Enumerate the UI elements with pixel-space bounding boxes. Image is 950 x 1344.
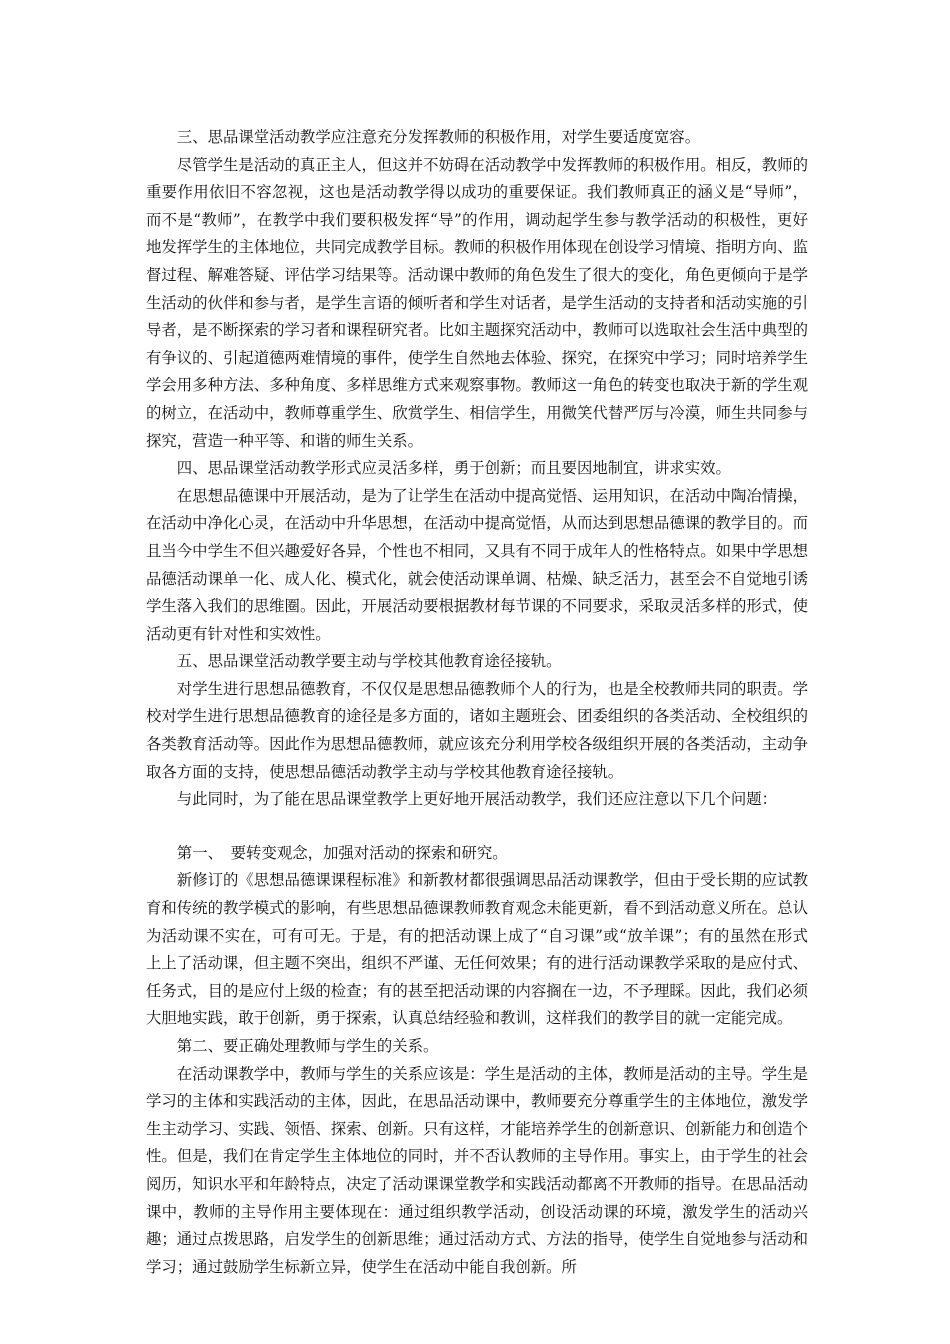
section-heading-4: 四、思品课堂活动教学形式应灵活多样，勇于创新；而且要因地制宜，讲求实效。 bbox=[176, 459, 731, 478]
paragraph-issues-intro: 与此同时，为了能在思品课堂教学上更好地开展活动教学，我们还应注意以下几个问题： bbox=[176, 790, 778, 809]
paragraph-teacher-student-relation: 在活动课教学中，教师与学生的关系应该是：学生是活动的主体，教师是活动的主导。学生是学习的主体和实践活动的主体，因此，在思品活动课中，教师要充分尊重学生的主体地位，激发学生主动学习、实践、领悟、探索、创新。只有这样，才能培养学生的创新意识、创新能力和创造个性。但是，我们在肯定学生主体地位的同时，并不否认教师的主导作用。事实上，由于学生的社会阅历，知识水平和年龄特点，决定了活动课课堂教学和实践活动都离不开教师的指导。在思品活动课中，教师的主导作用主要体现在：通过组织教学活动，创设活动课的环境，激发学生的活动兴趣；通过点拨思路，启发学生的创新思维；通过活动方式、方法的指导，使学生自觉地参与活动和学习；通过鼓励学生标新立异，使学生在活动中能自我创新。所 bbox=[146, 1064, 808, 1276]
paragraph-gap bbox=[146, 814, 808, 840]
section-heading-5: 五、思品课堂活动教学要主动与学校其他教育途径接轨。 bbox=[176, 652, 562, 671]
paragraph-teacher-role: 尽管学生是活动的真正主人，但这并不妨碍在活动教学中发挥教师的积极作用。相反，教师的重要作用依旧不容忽视，这也是活动教学得以成功的重要保证。我们教师真正的涵义是“导师”，而不是“教师”，在教学中我们要积极发挥“导”的作用，调动起学生参与教学活动的积极性，更好地发挥学生的主体地位，共同完成教学目标。教师的积极作用体现在创设学习情境、指明方向、监督过程、解难答疑、评估学习结果等。活动课中教师的角色发生了很大的变化，角色更倾向于是学生活动的伙伴和参与者，是学生言语的倾听者和学生对话者，是学生活动的支持者和活动实施的引导者，是不断探索的学习者和课程研究者。比如主题探究活动中，教师可以选取社会生活中典型的有争议的、引起道德两难情境的事件，使学生自然地去体验、探究，在探究中学习；同时培养学生学会用多种方法、多种角度、多样思维方式来观察事物。教师这一角色的转变也取决于新的学生观的树立，在活动中，教师尊重学生、欣赏学生、相信学生，用微笑代替严厉与冷漠，师生共同参与探究，营造一种平等、和谐的师生关系。 bbox=[146, 155, 808, 450]
paragraph-school-channels: 对学生进行思想品德教育，不仅仅是思想品德教师个人的行为，也是全校教师共同的职责。学校对学生进行思想品德教育的途径是多方面的，诸如主题班会、团委组织的各类活动、全校组织的各类教育活动等。因此作为思想品德教师，就应该充分利用学校各级组织开展的各类活动，主动争取各方面的支持，使思想品德活动教学主动与学校其他教育途径接轨。 bbox=[146, 679, 808, 781]
document-page bbox=[146, 124, 808, 1281]
subheading-second: 第二、要正确处理教师与学生的关系。 bbox=[176, 1037, 439, 1055]
paragraph-change-concepts: 新修订的《思想品德课课程标准》和新教材都很强调思品活动课教学，但由于受长期的应试教育和传统的教学模式的影响，有些思想品德课教师教育观念未能更新，看不到活动意义所在。总认为活动课不实在，可有可无。于是，有的把活动课上成了“自习课”或“放羊课”；有的虽然在形式上上了活动课，但主题不突出，组织不严谨、无任何效果；有的进行活动课教学采取的是应付式、任务式，目的是应付上级的检查；有的甚至把活动课的内容搁在一边，不予理睬。因此，我们必须大胆地实践，敢于创新，勇于探索，认真总结经验和教训，这样我们的教学目的就一定能完成。 bbox=[146, 871, 808, 1028]
section-heading-3: 三、思品课堂活动教学应注意充分发挥教师的积极作用，对学生要适度宽容。 bbox=[176, 128, 701, 146]
subheading-first: 第一、 要转变观念，加强对活动的探索和研究。 bbox=[176, 843, 508, 862]
paragraph-activity-forms: 在思想品德课中开展活动，是为了让学生在活动中提高觉悟、运用知识，在活动中陶冶情操，在活动中净化心灵，在活动中升华思想，在活动中提高觉悟，从而达到思想品德课的教学目的。而且当今中学生不但兴趣爱好各异，个性也不相同，又具有不同于成年人的性格特点。如果中学思想品德活动课单一化、成人化、模式化，就会使活动课单调、枯燥、缺乏活力，甚至会不自觉地引诱学生落入我们的思维圈。因此，开展活动要根据教材每节课的不同要求，采取灵活多样的形式，使活动更有针对性和实效性。 bbox=[146, 486, 808, 643]
